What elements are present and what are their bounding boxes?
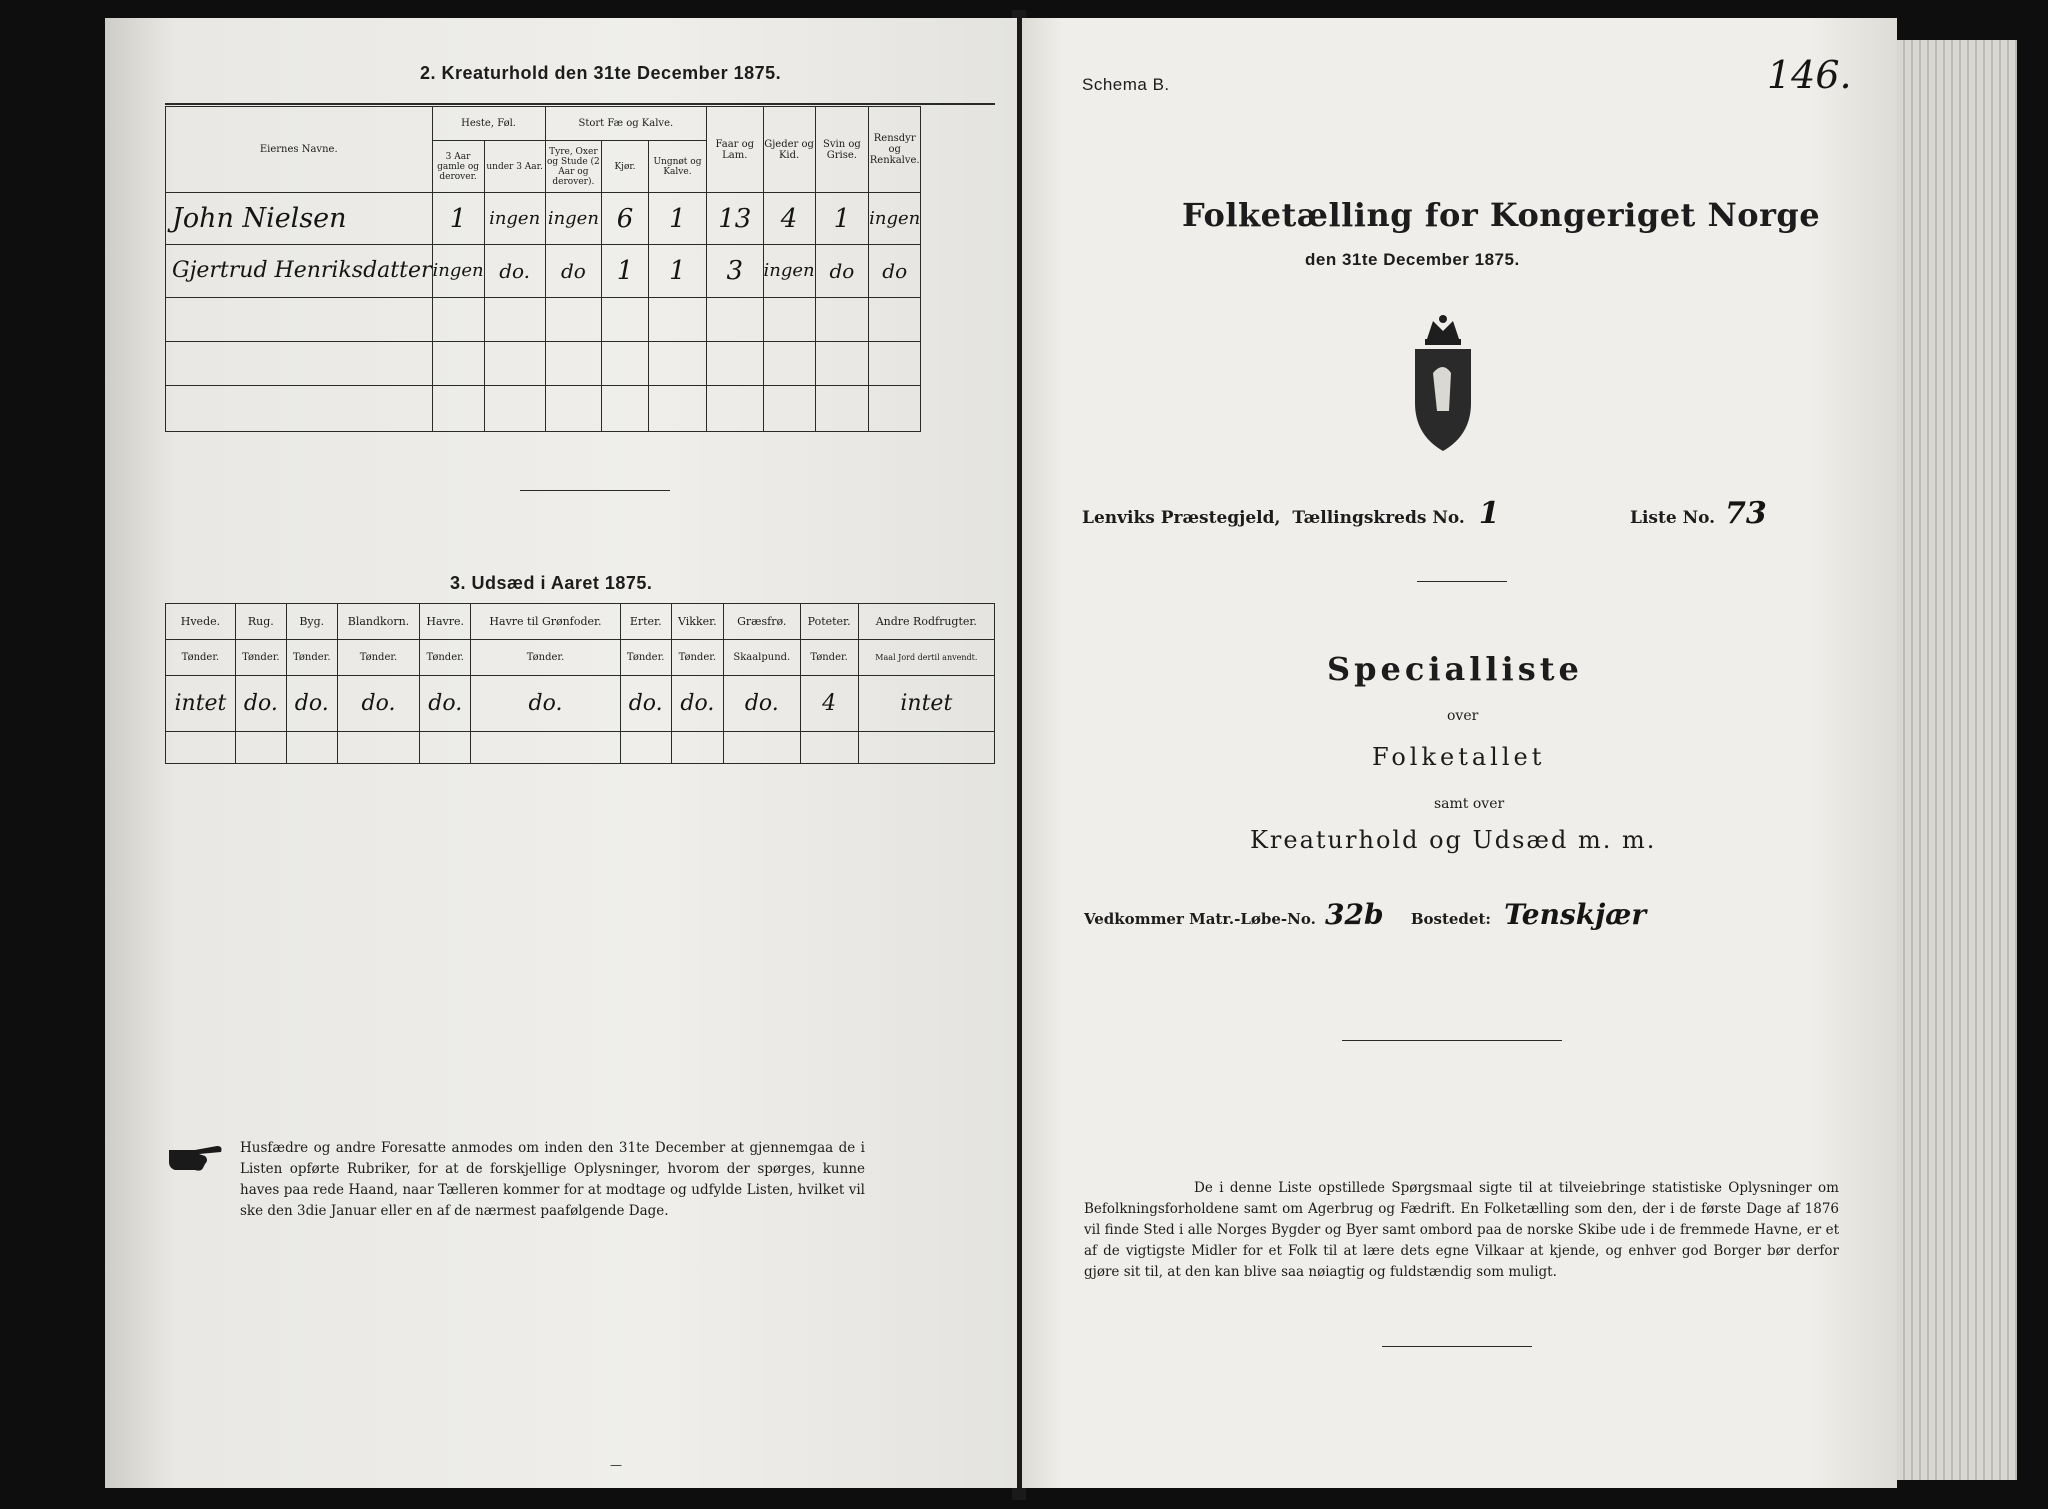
- livestock-row: John Nielsen 1 ingen ingen 6 1 13 4 1 ingen: [166, 193, 996, 245]
- seed-header: Rug.: [235, 604, 286, 640]
- divider: [1417, 581, 1507, 582]
- seed-unit: Tønder.: [286, 640, 337, 676]
- main-title: Folketælling for Kongeriget Norge: [1182, 196, 1821, 234]
- seed-unit: Tønder.: [420, 640, 471, 676]
- seed-header: Andre Rodfrugter.: [858, 604, 994, 640]
- section2-title: 2. Kreaturhold den 31te December 1875.: [420, 63, 782, 83]
- pointing-hand-icon: [165, 1138, 225, 1178]
- seed-value: 4: [800, 676, 858, 732]
- seed-value: intet: [166, 676, 236, 732]
- seed-unit-row: [166, 640, 995, 676]
- right-page: [1022, 18, 1897, 1488]
- left-page: [105, 18, 1017, 1488]
- seed-value: do.: [471, 676, 620, 732]
- seed-value: do.: [235, 676, 286, 732]
- footnote: Husfædre og andre Foresatte anmodes om inden den 31te December at gjennemgaa de i Listen opførte Rubriker, for at de forskjellige Oplysninger, hvorom der spørges, kunne haves paa rede Haand, naar Tælleren kommer for at modtage og udfylde Listen, hvilket vil ske den 3die Januar eller en af de nærmest paafølgende Dage.: [240, 1140, 865, 1219]
- intro-text: De i denne Liste opstillede Spørgsmaal sigte til at tilveiebringe statistiske Oplysninger om Befolkningsforholdene samt om Agerbrug og Fædrift. En Folketælling som den, der i de første Dage af 1876 vil finde Sted i alle Norges Bygder og Byer samt ombord paa de norske Skibe ude i de fremmede Havne, er et af de vigtigste Midler for et Folk til at lære dets egne Vilkaar at kjende, og enhver god Borger bør derfor gjøre sit til, at den kan blive saa nøiagtig og fuldstændig som muligt.: [1084, 1180, 1839, 1280]
- top-rule: [165, 103, 995, 105]
- seed-unit: Maal Jord dertil anvendt.: [858, 640, 994, 676]
- district-value: 1: [1478, 496, 1500, 531]
- horses-header: Heste, Føl.: [432, 107, 545, 141]
- parish-label: Lenviks Præstegjeld,: [1082, 508, 1281, 528]
- seed-empty-row: [166, 732, 995, 764]
- matr-value: 32b: [1325, 898, 1384, 931]
- seed-unit: Tønder.: [471, 640, 620, 676]
- goats-header: Gjeder og Kid.: [763, 107, 815, 193]
- seed-unit: Tønder.: [235, 640, 286, 676]
- seed-header: Havre.: [420, 604, 471, 640]
- seed-value: do.: [337, 676, 419, 732]
- young-cattle-header: Ungnøt og Kalve.: [648, 141, 706, 193]
- seed-value: do.: [420, 676, 471, 732]
- seed-value: do.: [724, 676, 801, 732]
- folketallet-label: Folketallet: [1372, 743, 1546, 771]
- section3-title: 3. Udsæd i Aaret 1875.: [450, 573, 653, 593]
- seed-value-row: [166, 676, 995, 732]
- seed-unit: Skaalpund.: [724, 640, 801, 676]
- seed-header: Græsfrø.: [724, 604, 801, 640]
- specialliste-title: Specialliste: [1327, 650, 1583, 688]
- pigs-header: Svin og Grise.: [815, 107, 868, 193]
- page-edges: [1897, 40, 2017, 1480]
- seed-table: [165, 603, 995, 764]
- seed-header: Vikker.: [671, 604, 723, 640]
- over-label: over: [1447, 708, 1479, 724]
- seed-header-row: [166, 604, 995, 640]
- matr-line: [1084, 898, 1646, 931]
- bulls-header: Tyre, Oxer og Stude (2 Aar og derover).: [545, 141, 602, 193]
- district-label: Tællingskreds No.: [1292, 508, 1465, 528]
- samt-over-label: samt over: [1434, 796, 1505, 812]
- divider: [1382, 1346, 1532, 1347]
- seed-value: intet: [858, 676, 994, 732]
- sheep-header: Faar og Lam.: [707, 107, 763, 193]
- livestock-table: [165, 106, 995, 432]
- horses-young-header: under 3 Aar.: [484, 141, 545, 193]
- seed-value: do.: [620, 676, 671, 732]
- seed-header: Poteter.: [800, 604, 858, 640]
- seed-unit: Tønder.: [166, 640, 236, 676]
- norway-coat-of-arms-icon: [1407, 313, 1479, 453]
- seed-header: Havre til Grønfoder.: [471, 604, 620, 640]
- divider: [1342, 1040, 1562, 1041]
- seed-unit: Tønder.: [800, 640, 858, 676]
- cows-header: Kjør.: [602, 141, 649, 193]
- bosted-label: Bostedet:: [1410, 910, 1491, 928]
- parish-line: [1082, 496, 1500, 531]
- schema-label: Schema B.: [1082, 75, 1170, 94]
- page-number: 146.: [1767, 53, 1852, 97]
- seed-header: Hvede.: [166, 604, 236, 640]
- seed-value: do.: [671, 676, 723, 732]
- owner-header: Eiernes Navne.: [166, 107, 433, 193]
- date-line: den 31te December 1875.: [1305, 250, 1520, 269]
- matr-label: Vedkommer Matr.-Løbe-No.: [1084, 910, 1316, 928]
- cattle-header: Stort Fæ og Kalve.: [545, 107, 706, 141]
- page-footer-mark: —: [610, 1458, 622, 1472]
- livestock-row-empty: [166, 341, 996, 385]
- kreaturhold-label: Kreaturhold og Udsæd m. m.: [1250, 826, 1657, 854]
- seed-header: Blandkorn.: [337, 604, 419, 640]
- seed-unit: Tønder.: [620, 640, 671, 676]
- list-label: Liste No.: [1630, 508, 1716, 528]
- livestock-row-empty: [166, 297, 996, 341]
- seed-value: do.: [286, 676, 337, 732]
- list-line: [1630, 496, 1767, 531]
- seed-header: Erter.: [620, 604, 671, 640]
- livestock-row-empty: [166, 385, 996, 431]
- list-value: 73: [1725, 496, 1767, 531]
- livestock-row: Gjertrud Henriksdatter ingen do. do 1 1 3 ingen do do: [166, 245, 996, 297]
- reindeer-header: Rensdyr og Renkalve.: [869, 107, 921, 193]
- seed-header: Byg.: [286, 604, 337, 640]
- seed-unit: Tønder.: [671, 640, 723, 676]
- horses-old-header: 3 Aar gamle og derover.: [432, 141, 484, 193]
- seed-unit: Tønder.: [337, 640, 419, 676]
- bosted-value: Tenskjær: [1504, 898, 1647, 931]
- divider: [520, 490, 670, 491]
